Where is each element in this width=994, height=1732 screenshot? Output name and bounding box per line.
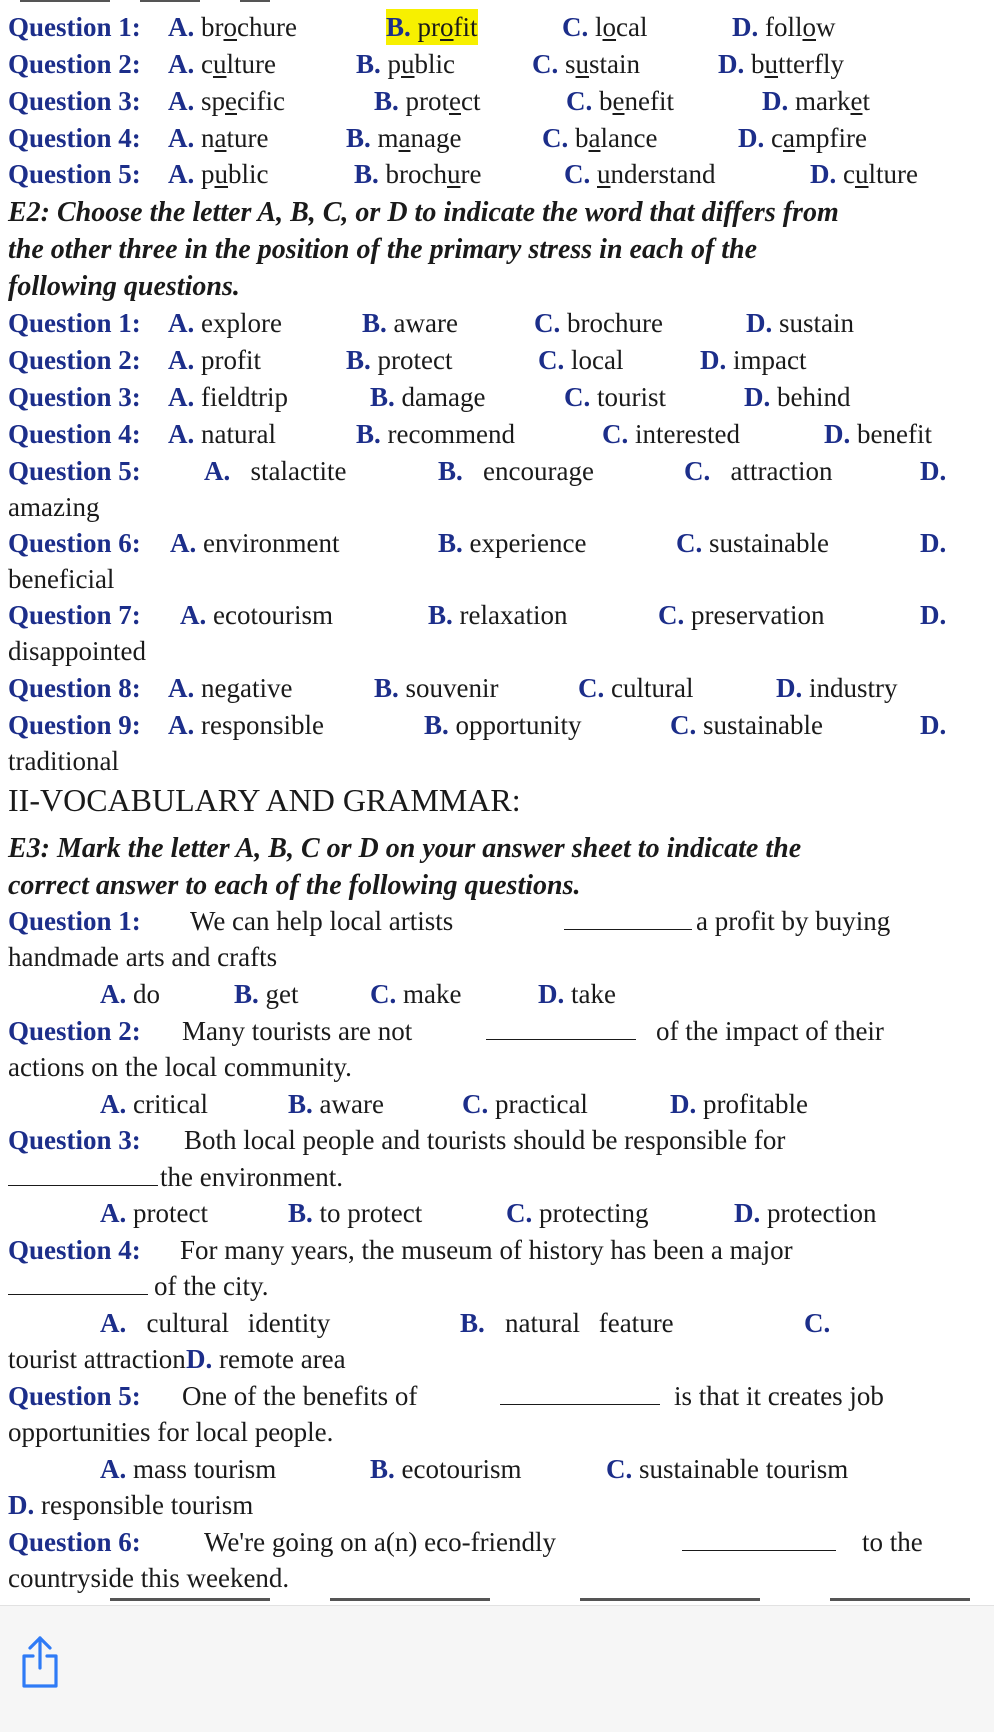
section-title: II-VOCABULARY AND GRAMMAR: <box>8 782 521 818</box>
option-c[interactable]: C. balance <box>542 123 658 153</box>
option-d[interactable]: D. impact <box>700 345 807 375</box>
question-label: Question 3: <box>8 1125 141 1155</box>
answer-blank[interactable] <box>8 1159 158 1195</box>
e2-question-8 <box>0 670 994 706</box>
e3-question-3-stem-cont <box>0 1159 994 1195</box>
e2-question-3 <box>0 379 994 415</box>
cut-off-text-top <box>0 0 994 4</box>
stem-text: the environment. <box>160 1162 343 1192</box>
option-d[interactable]: D. sustain <box>746 308 855 338</box>
option-c[interactable]: C. protecting <box>506 1198 649 1228</box>
e2-instruction-line-3: following questions. <box>8 271 240 302</box>
option-a[interactable]: A. natural <box>168 419 276 449</box>
e3-instruction-line-1: E3: Mark the letter A, B, C or D on your answer sheet to indicate the <box>8 833 802 864</box>
e3-question-4-stem <box>0 1232 994 1268</box>
stem-text: Both local people and tourists should be responsible for <box>184 1125 786 1155</box>
option-d[interactable]: D. take <box>538 979 616 1009</box>
option-c[interactable]: C. local <box>538 345 624 375</box>
e2-question-5-wrap <box>0 489 994 525</box>
e3-question-5-options <box>0 1451 994 1487</box>
e3-question-2-stem-cont <box>0 1049 994 1085</box>
e2-question-5 <box>0 453 994 489</box>
question-label: Question 6: <box>8 1527 141 1557</box>
stem-text: to the <box>862 1527 923 1557</box>
e3-question-4-options <box>0 1305 994 1341</box>
option-c[interactable]: C. local <box>562 12 648 42</box>
option-c[interactable]: C. brochure <box>534 308 663 338</box>
option-a[interactable]: A. brochure <box>168 12 297 42</box>
question-label: Question 8: <box>8 673 141 703</box>
e2-question-6-wrap <box>0 561 994 597</box>
option-b[interactable]: B. manage <box>346 123 462 153</box>
option-c[interactable]: C. practical <box>462 1089 588 1119</box>
e3-question-4-options-cont <box>0 1341 994 1377</box>
option-c-start[interactable]: C. <box>804 1308 831 1338</box>
question-label: Question 4: <box>8 419 141 449</box>
e3-question-3-options <box>0 1195 994 1231</box>
option-c[interactable]: C. make <box>370 979 462 1009</box>
question-label: Question 2: <box>8 1016 141 1046</box>
question-label: Question 5: <box>8 456 141 486</box>
option-b[interactable]: B. public <box>356 49 456 79</box>
stem-text: We're going on a(n) eco-friendly <box>204 1527 557 1557</box>
option-b[interactable]: B. get <box>234 979 299 1009</box>
option-b[interactable]: B. ecotourism <box>370 1454 522 1484</box>
option-b[interactable]: B. opportunity <box>424 710 582 740</box>
stem-text: Many tourists are not <box>182 1016 413 1046</box>
answer-blank[interactable] <box>682 1524 836 1560</box>
option-d-letter[interactable]: D. <box>920 456 947 486</box>
option-b[interactable]: B. aware <box>288 1089 384 1119</box>
option-a[interactable]: A. critical <box>100 1089 208 1119</box>
e2-question-6 <box>0 525 994 561</box>
e3-question-1-options <box>0 976 994 1012</box>
answer-blank[interactable] <box>8 1268 148 1304</box>
option-c[interactable]: C. sustainable <box>670 710 823 740</box>
e2-question-9 <box>0 707 994 743</box>
option-b[interactable]: B. protect <box>346 345 453 375</box>
e3-question-2-stem <box>0 1013 994 1049</box>
option-d[interactable]: D. market <box>762 86 870 116</box>
stem-text: We can help local artists <box>190 906 454 936</box>
option-a[interactable]: A. mass tourism <box>100 1454 277 1484</box>
e2-question-7 <box>0 597 994 633</box>
stem-text: is that it creates job <box>674 1381 884 1411</box>
e3-question-5-stem <box>0 1378 994 1414</box>
option-a[interactable]: A. protect <box>100 1198 208 1228</box>
e3-question-2-options <box>0 1086 994 1122</box>
option-c[interactable]: C. sustainable <box>676 528 829 558</box>
option-b[interactable]: B. souvenir <box>374 673 499 703</box>
share-icon[interactable] <box>18 1634 62 1690</box>
e2-question-4 <box>0 416 994 452</box>
e1-question-5 <box>0 156 994 192</box>
option-a[interactable]: A. explore <box>168 308 282 338</box>
question-label: Question 1: <box>8 906 141 936</box>
option-a[interactable]: A. ecotourism <box>180 600 333 630</box>
question-label: Question 4: <box>8 123 141 153</box>
option-d[interactable]: D. protection <box>734 1198 877 1228</box>
option-c-text[interactable]: tourist attraction <box>8 1344 186 1374</box>
e3-question-1-stem <box>0 903 994 939</box>
option-d[interactable]: D. follow <box>732 12 836 42</box>
option-c[interactable]: C. tourist <box>564 382 667 412</box>
option-b[interactable]: B. damage <box>370 382 486 412</box>
option-c[interactable]: C. attraction <box>684 456 833 486</box>
option-d[interactable]: D. campfire <box>738 123 867 153</box>
answer-blank[interactable] <box>500 1378 660 1414</box>
option-b-highlighted[interactable]: B. profit <box>386 9 478 45</box>
option-c[interactable]: C. benefit <box>566 86 674 116</box>
option-d-text[interactable]: beneficial <box>8 564 115 594</box>
option-b[interactable]: B. relaxation <box>428 600 568 630</box>
option-a[interactable]: A. profit <box>168 345 261 375</box>
e3-question-5-stem-cont <box>0 1414 994 1450</box>
answer-blank[interactable] <box>486 1013 636 1049</box>
option-b[interactable]: B. protect <box>374 86 481 116</box>
question-label: Question 7: <box>8 600 141 630</box>
option-b[interactable]: B. natural feature <box>460 1308 674 1338</box>
option-a[interactable]: A. public <box>168 159 269 189</box>
stem-text: a profit by buying <box>696 906 891 936</box>
question-label: Question 2: <box>8 49 141 79</box>
answer-blank[interactable] <box>564 903 692 939</box>
option-a[interactable]: A. responsible <box>168 710 324 740</box>
question-label: Question 6: <box>8 528 141 558</box>
e1-question-3 <box>0 83 994 119</box>
option-d-letter[interactable]: D. <box>920 528 947 558</box>
stem-text: For many years, the museum of history has been a major <box>180 1235 793 1265</box>
option-d[interactable]: D. responsible tourism <box>8 1490 254 1520</box>
question-label: Question 5: <box>8 1381 141 1411</box>
option-d-letter[interactable]: D. <box>920 600 947 630</box>
option-d[interactable]: D. benefit <box>824 419 932 449</box>
e2-question-9-wrap <box>0 743 994 779</box>
e2-question-7-wrap <box>0 633 994 669</box>
stem-text: countryside this weekend. <box>8 1563 290 1593</box>
stem-text: handmade arts and crafts <box>8 942 278 972</box>
e2-instruction-line-1: E2: Choose the letter A, B, C, or D to indicate the word that differs from <box>8 197 839 228</box>
e3-question-3-stem <box>0 1122 994 1158</box>
option-c[interactable]: C. sustainable tourism <box>606 1454 849 1484</box>
option-d-letter[interactable]: D. <box>920 710 947 740</box>
option-a[interactable]: A. stalactite <box>204 456 347 486</box>
question-label: Question 3: <box>8 86 141 116</box>
option-a[interactable]: A. do <box>100 979 160 1009</box>
option-d-text[interactable]: disappointed <box>8 636 146 666</box>
e1-question-4 <box>0 120 994 156</box>
option-a[interactable]: A. specific <box>168 86 285 116</box>
e2-question-2 <box>0 342 994 378</box>
option-d[interactable]: D. culture <box>810 159 918 189</box>
option-a[interactable]: A. culture <box>168 49 276 79</box>
e3-question-4-stem-cont <box>0 1268 994 1304</box>
option-b[interactable]: B. aware <box>362 308 458 338</box>
stem-text: of the impact of their <box>656 1016 884 1046</box>
option-d-text[interactable]: traditional <box>8 746 119 776</box>
option-d[interactable]: D. industry <box>776 673 898 703</box>
option-b[interactable]: B. to protect <box>288 1198 423 1228</box>
option-b[interactable]: B. brochure <box>354 159 482 189</box>
question-label: Question 3: <box>8 382 141 412</box>
e3-question-6-stem <box>0 1524 994 1560</box>
option-a[interactable]: A. environment <box>170 528 340 558</box>
option-a[interactable]: A. fieldtrip <box>168 382 288 412</box>
option-c[interactable]: C. interested <box>602 419 740 449</box>
cut-off-text-bottom <box>0 1596 994 1605</box>
option-c[interactable]: C. sustain <box>532 49 641 79</box>
question-label: Question 1: <box>8 12 141 42</box>
stem-text: One of the benefits of <box>182 1381 418 1411</box>
option-a[interactable]: A. cultural identity <box>100 1308 331 1338</box>
option-d[interactable]: D. profitable <box>670 1089 808 1119</box>
stem-text: of the city. <box>154 1271 269 1301</box>
option-d[interactable]: D. behind <box>744 382 851 412</box>
option-d-text[interactable]: amazing <box>8 492 100 522</box>
question-label: Question 4: <box>8 1235 141 1265</box>
e2-question-1 <box>0 305 994 341</box>
e3-instruction-line-2: correct answer to each of the following questions. <box>8 870 581 901</box>
option-d[interactable]: D. butterfly <box>718 49 844 79</box>
question-label: Question 2: <box>8 345 141 375</box>
option-a[interactable]: A. nature <box>168 123 269 153</box>
option-c[interactable]: C. preservation <box>658 600 825 630</box>
e2-instruction-line-2: the other three in the position of the primary stress in each of the <box>8 234 758 265</box>
option-c[interactable]: C. understand <box>564 159 716 189</box>
option-b[interactable]: B. encourage <box>438 456 594 486</box>
e3-question-1-stem-cont <box>0 939 994 975</box>
bottom-toolbar <box>0 1605 994 1732</box>
question-label: Question 9: <box>8 710 141 740</box>
option-a[interactable]: A. negative <box>168 673 293 703</box>
e1-question-1 <box>0 9 994 45</box>
question-label: Question 5: <box>8 159 141 189</box>
e1-question-2 <box>0 46 994 82</box>
option-b[interactable]: B. recommend <box>356 419 515 449</box>
option-b[interactable]: B. experience <box>438 528 587 558</box>
e3-question-6-stem-cont <box>0 1560 994 1596</box>
e3-question-5-options-cont <box>0 1487 994 1523</box>
question-label: Question 1: <box>8 308 141 338</box>
stem-text: actions on the local community. <box>8 1052 352 1082</box>
option-d[interactable]: D. remote area <box>186 1344 346 1374</box>
option-c[interactable]: C. cultural <box>578 673 694 703</box>
stem-text: opportunities for local people. <box>8 1417 334 1447</box>
